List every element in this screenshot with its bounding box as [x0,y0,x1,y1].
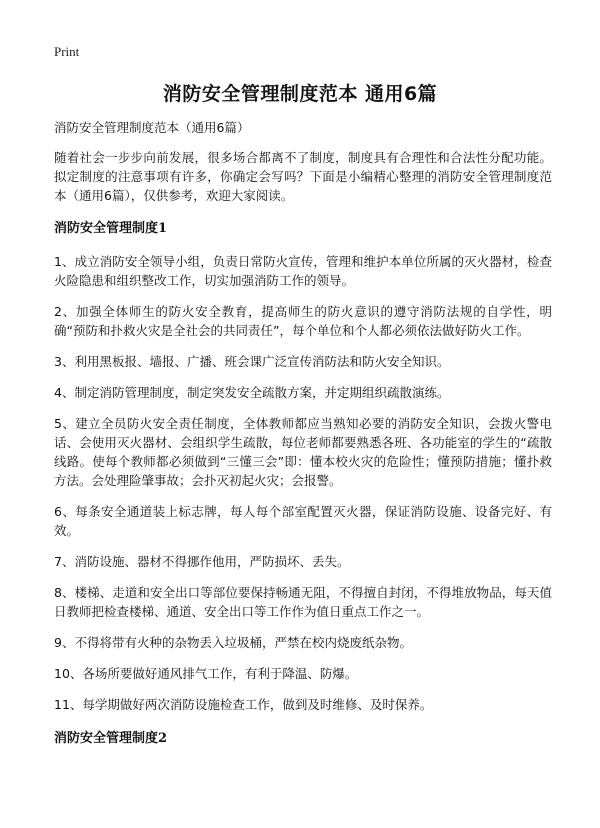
document-subtitle: 消防安全管理制度范本（通用6篇） [54,120,250,135]
list-item: 9、不得将带有火种的杂物丢入垃圾桶，严禁在校内烧废纸杂物。 [54,635,412,650]
list-item: 5、建立全员防火安全责任制度，全体教师都应当熟知必要的消防安全知识，会拨火警电话、会使用灭火器材、会组织学生疏散，每位老师都要熟悉各班、各功能室的学生的“疏散线路。使每个教师都必须做到“三懂三会”即：懂本校火灾的危险性；懂预防措施；懂扑救方法。会处理险肇事故；会扑灭初起火灾；会报警。 [54,416,552,488]
list-item: 6、每条安全通道装上标志牌，每人每个部室配置灭火器，保证消防设施、设备完好、有效。 [54,504,552,538]
print-link[interactable]: Print [54,44,80,59]
list-item: 3、利用黑板报、墙报、广播、班会课广泛宣传消防法和防火安全知识。 [54,354,450,369]
section-heading-2: 消防安全管理制度2 [54,731,168,746]
list-item: 2、加强全体师生的防火安全教育，提高师生的防火意识的遵守消防法规的自学性，明确“预防和扑救火灾是全社会的共同责任”，每个单位和个人都必须依法做好防火工作。 [54,304,552,338]
list-item: 4、制定消防管理制度，制定突发安全疏散方案，并定期组织疏散演练。 [54,385,450,400]
document-title: 消防安全管理制度范本 通用6篇 [162,83,438,105]
intro-paragraph: 随着社会一步步向前发展，很多场合都离不了制度，制度具有合理性和合法性分配功能。拟定制度的注意事项有许多，你确定会写吗？下面是小编精心整理的消防安全管理制度范本（通用6篇），仅供参考，欢迎大家阅读。 [54,150,552,203]
list-item: 11、每学期做好两次消防设施检查工作，做到及时维修、及时保养。 [54,697,433,712]
list-item: 10、各场所要做好通风排气工作，有利于降温、防爆。 [54,666,358,681]
list-item: 7、消防设施、器材不得挪作他用，严防损坏、丢失。 [54,554,350,569]
document-body [54,118,552,762]
list-item: 8、楼梯、走道和安全出口等部位要保持畅通无阻，不得擅自封闭，不得堆放物品，每天值日教师把检查楼梯、通道、安全出口等工作作为值日重点工作之一。 [54,585,552,619]
section-heading-1: 消防安全管理制度1 [54,221,168,236]
list-item: 1、成立消防安全领导小组，负责日常防火宣传，管理和维护本单位所属的灭火器材，检查火险隐患和组织整改工作，切实加强消防工作的领导。 [54,254,552,288]
rules-list [54,252,552,714]
